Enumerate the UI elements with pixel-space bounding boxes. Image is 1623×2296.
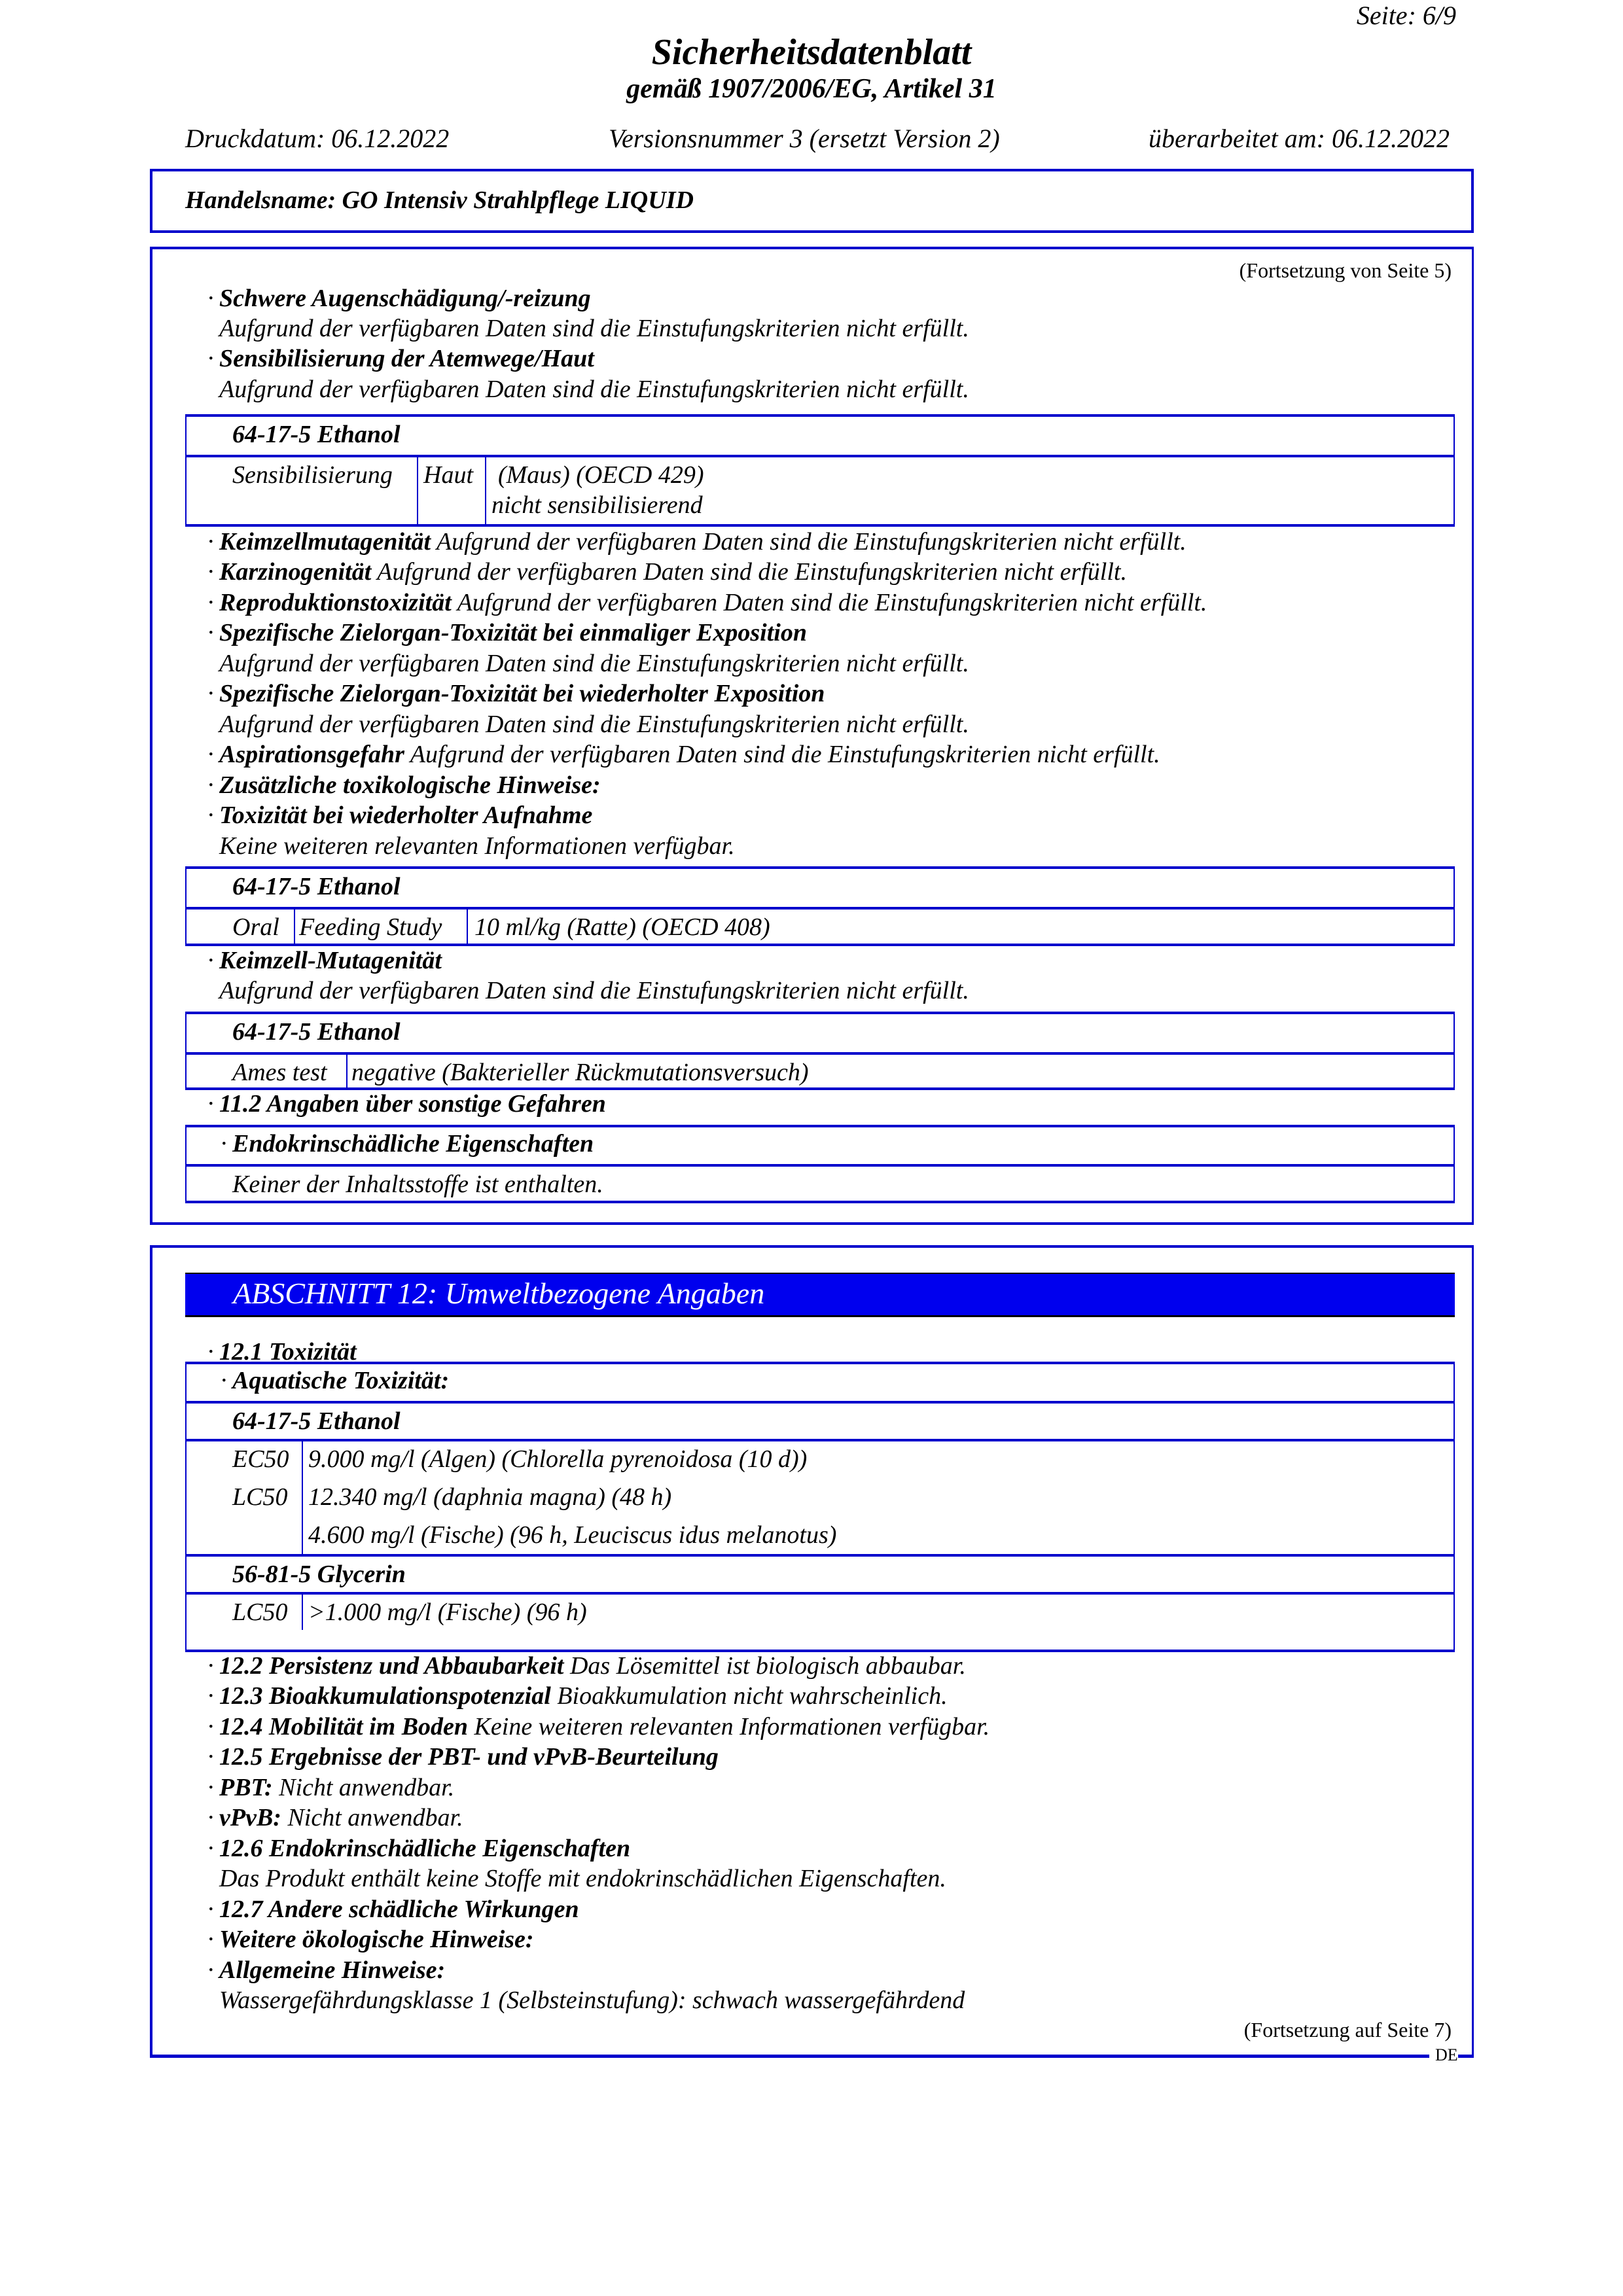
method: (Maus) (OECD 429)	[498, 461, 704, 489]
page-number: Seite: 6/9	[1356, 1, 1456, 30]
substance-name: 64-17-5 Ethanol	[232, 421, 401, 448]
language-code: DE	[1435, 2045, 1458, 2064]
label: 11.2 Angaben über sonstige Gefahren	[219, 1090, 606, 1118]
label: Sensibilisierung der Atemwege/Haut	[219, 345, 594, 372]
further-notes-heading: · Weitere ökologische Hinweise:	[207, 1926, 534, 1953]
sensitization-heading: · Sensibilisierung der Atemwege/Haut	[207, 345, 594, 372]
substance-name: 64-17-5 Ethanol	[232, 1018, 401, 1046]
label: Aquatische Toxizität:	[232, 1367, 450, 1394]
table-row	[187, 1164, 1454, 1202]
text: Nicht anwendbar.	[287, 1804, 463, 1831]
result: nicht sensibilisierend	[491, 491, 703, 519]
text: Aufgrund der verfügbaren Daten sind die Einstufungskriterien nicht erfüllt.	[377, 558, 1127, 586]
column-divider	[294, 910, 295, 945]
text: Bioakkumulation nicht wahrscheinlich.	[557, 1682, 948, 1710]
table-row	[187, 1052, 1454, 1089]
column-divider	[302, 1595, 303, 1630]
table-row	[187, 455, 1454, 524]
stot-re-text: Aufgrund der verfügbaren Daten sind die Einstufungskriterien nicht erfüllt.	[219, 711, 969, 738]
stot-se-text: Aufgrund der verfügbaren Daten sind die Einstufungskriterien nicht erfüllt.	[219, 650, 969, 677]
test-type: Sensibilisierung	[232, 461, 393, 489]
germ-cell-2-text: Aufgrund der verfügbaren Daten sind die Einstufungskriterien nicht erfüllt.	[219, 977, 969, 1004]
label: 12.1 Toxizität	[219, 1338, 357, 1366]
column-divider	[417, 457, 418, 524]
route: Haut	[423, 461, 473, 489]
substance-name: 64-17-5 Ethanol	[232, 873, 401, 900]
sensitization-text: Aufgrund der verfügbaren Daten sind die Einstufungskriterien nicht erfüllt.	[219, 376, 969, 403]
table-row	[187, 417, 1454, 455]
section-12-title: ABSCHNITT 12: Umweltbezogene Angaben	[233, 1277, 765, 1310]
repeated-text: Keine weiteren relevanten Informationen verfügbar.	[219, 832, 735, 860]
table-row	[187, 1401, 1454, 1439]
label: Keimzell-Mutagenität	[219, 947, 442, 974]
text: Das Lösemittel ist biologisch abbaubar.	[569, 1652, 966, 1680]
test-type: EC50	[232, 1445, 289, 1473]
bullet: ·	[221, 1367, 227, 1394]
general-notes-text: Wassergefährdungsklasse 1 (Selbsteinstufung): schwach wassergefährdend	[219, 1987, 965, 2014]
label: Spezifische Zielorgan-Toxizität bei wiederholter Exposition	[219, 680, 825, 707]
frame-bottom-line	[1458, 2055, 1474, 2058]
test-name: Ames test	[232, 1059, 327, 1086]
column-divider	[485, 457, 486, 524]
label: Weitere ökologische Hinweise:	[219, 1926, 534, 1953]
label: 12.6 Endokrinschädliche Eigenschaften	[219, 1835, 631, 1862]
additional-heading: · Zusätzliche toxikologische Hinweise:	[207, 771, 601, 799]
test-type: LC50	[232, 1483, 288, 1511]
ames-table	[185, 1012, 1455, 1090]
eye-damage-heading: · Schwere Augenschädigung/-reizung	[207, 285, 591, 312]
trade-name: Handelsname: GO Intensiv Strahlpflege LIQUID	[185, 186, 694, 214]
test-value: 4.600 mg/l (Fische) (96 h, Leuciscus idus melanotus)	[308, 1521, 837, 1549]
endocrine-heading: · 12.6 Endokrinschädliche Eigenschaften	[207, 1835, 631, 1862]
repeated-heading: · Toxizität bei wiederholter Aufnahme	[207, 802, 593, 829]
test-value: >1.000 mg/l (Fische) (96 h)	[308, 1598, 587, 1626]
text: Aufgrund der verfügbaren Daten sind die Einstufungskriterien nicht erfüllt.	[410, 741, 1160, 768]
label: Schwere Augenschädigung/-reizung	[219, 285, 591, 312]
study-type: Feeding Study	[299, 913, 442, 941]
test-value: 12.340 mg/l (daphnia magna) (48 h)	[308, 1483, 672, 1511]
oral-table	[185, 866, 1455, 946]
version-number: Versionsnummer 3 (ersetzt Version 2)	[609, 124, 1000, 153]
label: Reproduktionstoxizität	[219, 589, 452, 616]
text: Aufgrund der verfügbaren Daten sind die Einstufungskriterien nicht erfüllt.	[457, 589, 1207, 616]
table-row	[187, 1554, 1454, 1592]
table-row	[187, 1127, 1454, 1164]
label: Allgemeine Hinweise:	[219, 1956, 446, 1984]
carcinogenicity-line: · Karzinogenität Aufgrund der verfügbaren Daten sind die Einstufungskriterien nicht erfüllt.	[207, 558, 1127, 586]
label: Endokrinschädliche Eigenschaften	[232, 1130, 594, 1157]
table-row	[187, 1364, 1454, 1401]
substance-name: 64-17-5 Ethanol	[232, 1407, 401, 1435]
label: Aspirationsgefahr	[219, 741, 404, 768]
label: 12.3 Bioakkumulationspotenzial	[219, 1682, 551, 1710]
column-divider	[467, 910, 468, 945]
pbt-line: · PBT: Nicht anwendbar.	[207, 1774, 455, 1801]
continued-from-note: (Fortsetzung von Seite 5)	[1239, 258, 1452, 282]
bullet: ·	[221, 1130, 227, 1157]
label: Karzinogenität	[219, 558, 372, 586]
endocrine-heading	[221, 1129, 594, 1159]
route: Oral	[232, 913, 279, 941]
vpvb-line: · vPvB: Nicht anwendbar.	[207, 1804, 463, 1831]
label: 12.7 Andere schädliche Wirkungen	[219, 1896, 579, 1923]
label: vPvB:	[219, 1804, 281, 1831]
label: Keimzellmutagenität	[219, 528, 431, 556]
frame-bottom-line	[150, 2055, 1429, 2058]
label: Zusätzliche toxikologische Hinweise:	[219, 771, 601, 799]
germ-cell-line: · Keimzellmutagenität Aufgrund der verfügbaren Daten sind die Einstufungskriterien nicht erfüllt.	[207, 528, 1186, 556]
reproductive-line: · Reproduktionstoxizität Aufgrund der verfügbaren Daten sind die Einstufungskriterien nicht erfüllt.	[207, 589, 1207, 616]
endocrine-text: Das Produkt enthält keine Stoffe mit endokrinschädlichen Eigenschaften.	[219, 1865, 946, 1892]
text: Aufgrund der verfügbaren Daten sind die Einstufungskriterien nicht erfüllt.	[436, 528, 1186, 556]
table-row	[187, 1014, 1454, 1052]
toxicity-heading: · 12.1 Toxizität	[207, 1338, 357, 1366]
pbt-heading: · 12.5 Ergebnisse der PBT- und vPvB-Beurteilung	[207, 1743, 719, 1771]
table-row	[187, 1439, 1454, 1554]
stot-se-heading: · Spezifische Zielorgan-Toxizität bei einmaliger Exposition	[207, 619, 807, 646]
general-notes-heading: · Allgemeine Hinweise:	[207, 1956, 446, 1984]
document-title: Sicherheitsdatenblatt	[651, 32, 972, 73]
other-hazards-heading: · 11.2 Angaben über sonstige Gefahren	[207, 1090, 606, 1118]
table-row	[187, 869, 1454, 907]
label: 12.2 Persistenz und Abbaubarkeit	[219, 1652, 564, 1680]
bioaccumulation-line: · 12.3 Bioakkumulationspotenzial Bioakkumulation nicht wahrscheinlich.	[207, 1682, 948, 1710]
persistence-line: · 12.2 Persistenz und Abbaubarkeit Das Lösemittel ist biologisch abbaubar.	[207, 1652, 966, 1680]
continued-on-note: (Fortsetzung auf Seite 7)	[1243, 2018, 1452, 2041]
other-effects-heading: · 12.7 Andere schädliche Wirkungen	[207, 1896, 579, 1923]
sensitization-table	[185, 414, 1455, 527]
column-divider	[302, 1441, 303, 1554]
germ-cell-2-heading: · Keimzell-Mutagenität	[207, 947, 442, 974]
aquatic-toxicity-table	[185, 1362, 1455, 1652]
revised-date: überarbeitet am: 06.12.2022	[1149, 124, 1450, 153]
endocrine-table	[185, 1125, 1455, 1203]
test-value: 9.000 mg/l (Algen) (Chlorella pyrenoidosa (10 d))	[308, 1445, 808, 1473]
text: Nicht anwendbar.	[279, 1774, 455, 1801]
label: 12.4 Mobilität im Boden	[219, 1713, 469, 1740]
result: 10 ml/kg (Ratte) (OECD 408)	[474, 913, 770, 941]
label: PBT:	[219, 1774, 273, 1801]
substance-name: 56-81-5 Glycerin	[232, 1561, 406, 1588]
table-row	[187, 907, 1454, 945]
label: 12.5 Ergebnisse der PBT- und vPvB-Beurteilung	[219, 1743, 719, 1771]
label: Spezifische Zielorgan-Toxizität bei einmaliger Exposition	[219, 619, 807, 646]
stot-re-heading: · Spezifische Zielorgan-Toxizität bei wiederholter Exposition	[207, 680, 825, 707]
test-type: LC50	[232, 1598, 288, 1626]
column-divider	[346, 1055, 348, 1089]
mobility-line: · 12.4 Mobilität im Boden Keine weiteren relevanten Informationen verfügbar.	[207, 1713, 990, 1740]
aspiration-line: · Aspirationsgefahr Aufgrund der verfügbaren Daten sind die Einstufungskriterien nicht erfüllt.	[207, 741, 1160, 768]
print-date: Druckdatum: 06.12.2022	[185, 124, 450, 153]
endocrine-text: Keiner der Inhaltsstoffe ist enthalten.	[232, 1171, 603, 1198]
document-subtitle: gemäß 1907/2006/EG, Artikel 31	[626, 74, 997, 104]
result: negative (Bakterieller Rückmutationsversuch)	[351, 1059, 809, 1086]
eye-damage-text: Aufgrund der verfügbaren Daten sind die Einstufungskriterien nicht erfüllt.	[219, 315, 969, 342]
text: Keine weiteren relevanten Informationen verfügbar.	[474, 1713, 990, 1740]
table-row	[187, 1592, 1454, 1630]
aquatic-heading	[221, 1366, 450, 1396]
label: Toxizität bei wiederholter Aufnahme	[219, 802, 593, 829]
